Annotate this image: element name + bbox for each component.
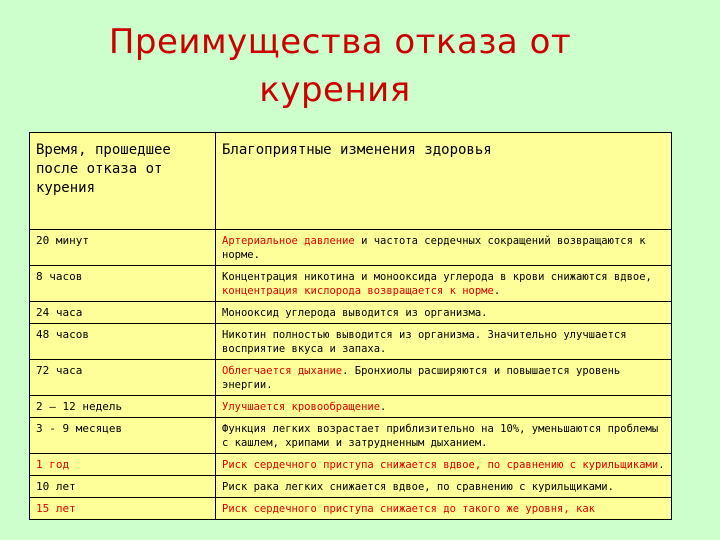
table-row	[30, 324, 672, 360]
text-segment: Монооксид углерода выводится из организма.	[222, 307, 488, 319]
benefits-table	[29, 132, 672, 520]
row-changes	[216, 498, 672, 520]
text-segment: .	[658, 459, 665, 471]
row-time: 3 - 9 месяцев	[30, 418, 216, 454]
row-time: 15 лет	[30, 498, 216, 520]
table-row	[30, 498, 672, 520]
table-row	[30, 418, 672, 454]
table-row	[30, 396, 672, 418]
row-changes	[216, 302, 672, 324]
title-line-2: курения	[259, 70, 411, 110]
row-changes	[216, 266, 672, 302]
row-changes	[216, 396, 672, 418]
text-segment: и частота сердечных сокращений возвращаются к норме.	[222, 235, 646, 261]
row-changes	[216, 454, 672, 476]
highlighted-text: Облегчается дыхание	[222, 365, 343, 377]
text-segment: Функция легких возрастает приблизительно на 10%, уменьшаются проблемы с кашлем, хрипами и затрудненным дыханием.	[222, 423, 659, 449]
row-changes	[216, 324, 672, 360]
row-time: 72 часа	[30, 360, 216, 396]
header-time: Время, прошедшее после отказа от курения	[30, 133, 216, 230]
text-segment: .	[493, 285, 501, 297]
text-segment: Риск рака легких снижается вдвое, по сравнению с курильщиками.	[222, 481, 614, 493]
text-segment: Никотин полностью выводится из организма. Значительно улучшается восприятие вкуса и запаха.	[222, 329, 627, 355]
row-changes	[216, 230, 672, 266]
table-row	[30, 476, 672, 498]
row-time: 1 год	[30, 454, 216, 476]
row-changes	[216, 418, 672, 454]
row-time: 48 часов	[30, 324, 216, 360]
table-row	[30, 266, 672, 302]
row-changes	[216, 360, 672, 396]
highlighted-text: Улучшается кровообращение	[222, 401, 381, 413]
row-time: 20 минут	[30, 230, 216, 266]
table-row	[30, 230, 672, 266]
row-time: 8 часов	[30, 266, 216, 302]
text-segment: . Бронхиолы расширяются и повышается уровень энергии.	[222, 365, 621, 391]
table-row	[30, 302, 672, 324]
row-time: 10 лет	[30, 476, 216, 498]
row-changes	[216, 476, 672, 498]
slide-title	[0, 18, 720, 114]
highlighted-text: концентрация кислорода возвращается к норме	[222, 285, 494, 297]
text-segment: Концентрация никотина и монооксида углерода в крови снижаются вдвое,	[222, 271, 652, 283]
table-row	[30, 454, 672, 476]
row-time: 2 – 12 недель	[30, 396, 216, 418]
text-segment: .	[380, 401, 387, 413]
table-row	[30, 360, 672, 396]
highlighted-text: Риск сердечного приступа снижается до такого же уровня, как	[222, 503, 595, 515]
header-changes: Благоприятные изменения здоровья	[216, 133, 672, 230]
title-line-1: Преимущества отказа от	[108, 22, 572, 62]
highlighted-text: Артериальное давление	[222, 235, 355, 247]
row-time: 24 часа	[30, 302, 216, 324]
highlighted-text: Риск сердечного приступа снижается вдвое, по сравнению с курильщиками	[222, 459, 659, 471]
table-header-row	[30, 133, 672, 230]
